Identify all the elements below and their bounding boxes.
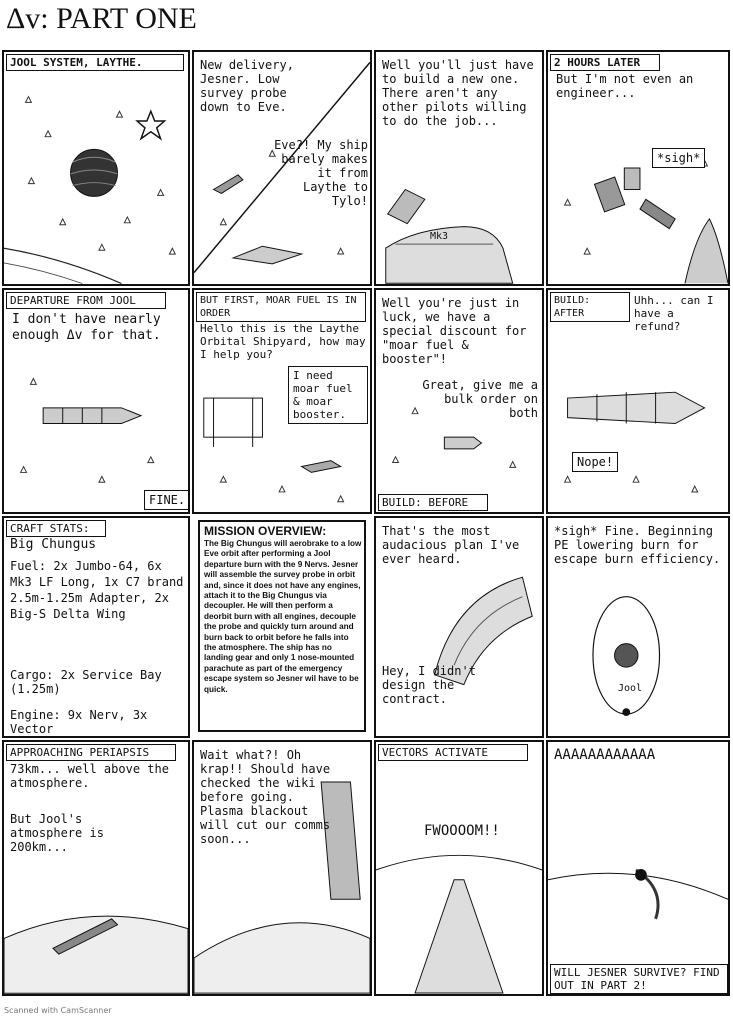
panel-16 bbox=[546, 740, 730, 996]
mission-overview-body: The Big Chungus will aerobrake to a low Eve orbit after performing a Jool departure burn with the 9 Nervs. Jesner will assemble the survey probe in orbit and, since it does not have any engines, attach it to the Big Chungus via decoupler. He will then perform a deorbit burn with all engines, decouple the probe and quickly turn around and burn back to orbit before he falls into the atmosphere. The ship has no landing gear and only 1 nose-mounted parachute as part of the emergency escape system so Jesner wil have to be quick. bbox=[204, 539, 362, 694]
speech-bubble: Uhh... can I have a refund? bbox=[634, 294, 714, 333]
panel-14 bbox=[192, 740, 372, 996]
speech-bubble: But Jool's atmosphere is 200km... bbox=[10, 812, 104, 854]
speech-bubble: Well you're just in luck, we have a special discount for "moar fuel & booster"! bbox=[382, 296, 527, 366]
speech-bubble: Well you'll just have to build a new one. There aren't any other pilots willing to do the job... bbox=[382, 58, 534, 128]
panel-7 bbox=[374, 288, 544, 514]
speech-bubble: Hey, I didn't design the contract. bbox=[382, 664, 476, 706]
panel-caption: BUILD: AFTER bbox=[550, 292, 630, 322]
speech-bubble: 73km... well above the atmosphere. bbox=[10, 762, 169, 790]
panel-4 bbox=[546, 50, 730, 286]
speech-bubble: New delivery, Jesner. Low survey probe down to Eve. bbox=[200, 58, 294, 114]
speech-bubble: Wait what?! Oh krap!! Should have checked the wiki before going. Plasma blackout will cut our comms soon... bbox=[200, 748, 331, 846]
panel-5 bbox=[2, 288, 190, 514]
panel-13 bbox=[2, 740, 190, 996]
panel-9 bbox=[2, 516, 190, 738]
craft-fuel: Fuel: 2x Jumbo-64, 6x Mk3 LF Long, 1x C7 brand 2.5m-1.25m Adapter, 2x Big-S Delta Wing bbox=[10, 559, 184, 621]
speech-bubble: Great, give me a bulk order on both bbox=[422, 378, 538, 420]
craft-engine: Engine: 9x Nerv, 3x Vector bbox=[10, 708, 148, 736]
craft-cargo: Cargo: 2x Service Bay (1.25m) bbox=[10, 668, 162, 696]
nope-bubble: Nope! bbox=[572, 452, 618, 472]
speech-bubble: I need moar fuel & moar booster. bbox=[288, 366, 368, 424]
fine-bubble: FINE. bbox=[144, 490, 190, 510]
panel-caption: 2 HOURS LATER bbox=[550, 54, 660, 71]
panel-caption: BUT FIRST, MOAR FUEL IS IN ORDER bbox=[196, 292, 366, 322]
scanner-watermark: Scanned with CamScanner bbox=[4, 1006, 112, 1015]
panel-caption: JOOL SYSTEM, LAYTHE. bbox=[6, 54, 184, 71]
craft-name: Big Chungus bbox=[10, 537, 97, 552]
speech-bubble: *sigh* Fine. Beginning PE lowering burn for escape burn efficiency. bbox=[554, 524, 721, 566]
panel-10 bbox=[198, 520, 366, 732]
speech-bubble: But I'm not even an engineer... bbox=[556, 72, 694, 100]
panel-caption: DEPARTURE FROM JOOL bbox=[6, 292, 166, 309]
panel-caption: WILL JESNER SURVIVE? FIND OUT IN PART 2! bbox=[550, 964, 728, 994]
ship-label: Mk3 bbox=[430, 231, 449, 242]
vectors-illustration bbox=[376, 742, 542, 994]
panel-caption: VECTORS ACTIVATE bbox=[378, 744, 528, 761]
reentry-illustration bbox=[548, 742, 728, 994]
page-title: Δv: PART ONE bbox=[6, 2, 197, 35]
panel-2 bbox=[192, 50, 372, 286]
speech-bubble: Hello this is the Laythe Orbital Shipyard, how may I help you? bbox=[200, 322, 366, 361]
panel-caption: CRAFT STATS: bbox=[6, 520, 106, 537]
sigh-bubble: *sigh* bbox=[652, 148, 705, 168]
speech-bubble: That's the most audacious plan I've ever heard. bbox=[382, 524, 520, 566]
planet-label: Jool bbox=[618, 683, 643, 694]
speech-bubble: I don't have nearly enough Δv for that. bbox=[12, 312, 161, 343]
panel-8 bbox=[546, 288, 730, 514]
panel-11 bbox=[374, 516, 544, 738]
sound-effect: FWOOOOM!! bbox=[424, 823, 500, 839]
panel-15 bbox=[374, 740, 544, 996]
speech-bubble: Eve?! My ship barely makes it from Laythe to Tylo! bbox=[274, 138, 368, 208]
sound-effect: AAAAAAAAAAAA bbox=[554, 747, 656, 763]
panel-12 bbox=[546, 516, 730, 738]
panel-caption: APPROACHING PERIAPSIS bbox=[6, 744, 176, 761]
panel-caption: BUILD: BEFORE bbox=[378, 494, 488, 511]
panel-6 bbox=[192, 288, 372, 514]
panel-3 bbox=[374, 50, 544, 286]
jool-space-illustration bbox=[4, 52, 188, 284]
panel-1 bbox=[2, 50, 190, 286]
mission-overview-heading: MISSION OVERVIEW: bbox=[204, 524, 327, 538]
